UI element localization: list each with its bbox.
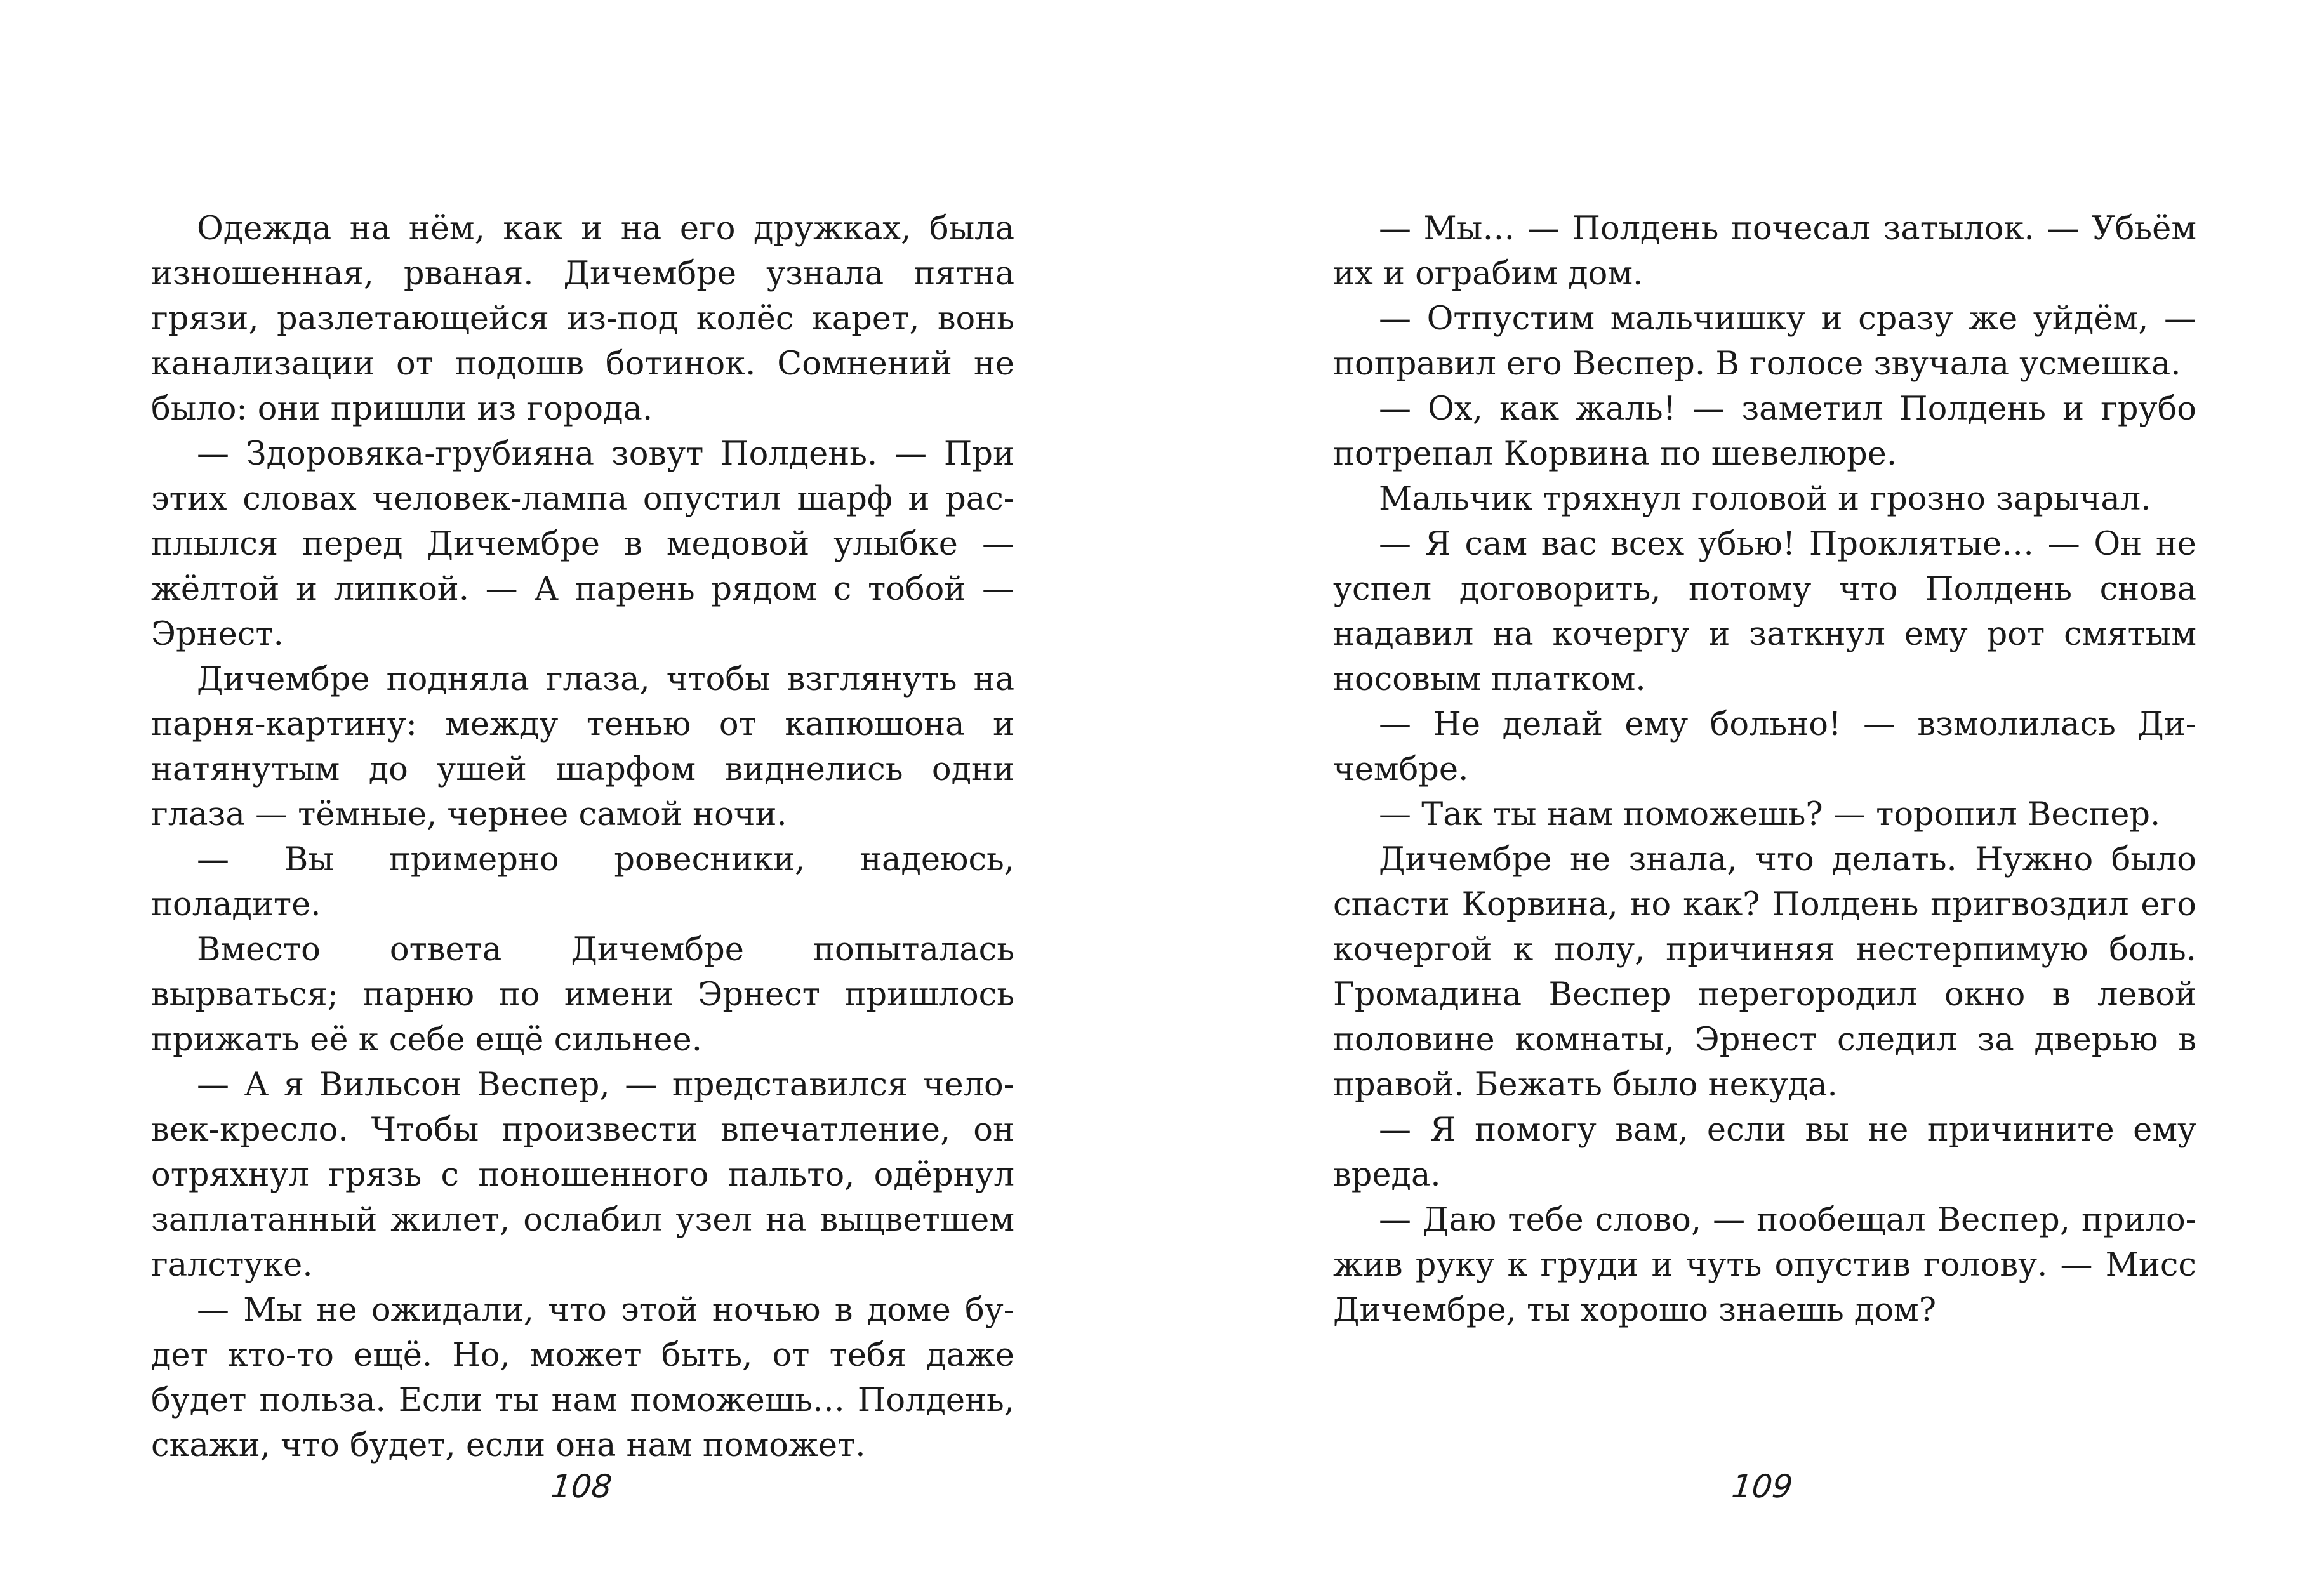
paragraph: — Мы… — Полдень почесал затылок. — Убьём их и ограбим дом. xyxy=(1333,210,2196,293)
paragraph: — А я Вильсон Веспер, — представился человек-кресло. Чтобы произвести впечатление, он отряхнул грязь с поношенного пальто, одёрнул заплатанный жилет, ослабил узел на выцветшем галстуке. xyxy=(151,1066,1014,1284)
paragraph: — Я помогу вам, если вы не причините ему вреда. xyxy=(1333,1111,2196,1194)
paragraph: Мальчик тряхнул головой и грозно зарычал. xyxy=(1379,480,2151,518)
paragraph: — Здоровяка-грубияна зовут Полдень. — При этих словах человек-лампа опустил шарф и расплылся перед Дичембре в медовой улыбке — жёлтой и липкой. — А парень рядом с тобой — Эрнест. xyxy=(151,435,1014,653)
paragraph: Вместо ответа Дичембре попыталась вырваться; парню по имени Эрнест пришлось прижать её к себе ещё сильнее. xyxy=(151,931,1014,1059)
right-page-text xyxy=(1333,206,2196,1333)
paragraph: — Ох, как жаль! — заметил Полдень и грубо потрепал Корвина по шевелюре. xyxy=(1333,390,2196,473)
paragraph: Дичембре не знала, что делать. Нужно было спасти Корвина, но как? Полдень пригвоздил его кочергой к полу, причиняя нестерпимую боль. Громадина Веспер перегородил окно в левой половине комнаты, Эрнест следил за дверью в правой. Бежать было некуда. xyxy=(1333,841,2196,1104)
left-page-text xyxy=(151,206,1014,1468)
page-number-left: 108 xyxy=(549,1468,614,1505)
paragraph: — Вы примерно ровесники, надеюсь, поладите. xyxy=(151,841,1014,923)
paragraph: — Не делай ему больно! — взмолилась Дичембре. xyxy=(1333,706,2196,788)
right-page xyxy=(1162,0,2323,1574)
page-number-right: 109 xyxy=(1730,1468,1795,1505)
paragraph: Дичембре подняла глаза, чтобы взглянуть на парня-картину: между тенью от капюшона и натянутым до ушей шарфом виднелись одни глаза — тёмные, чернее самой ночи. xyxy=(151,661,1014,833)
paragraph: — Мы не ожидали, что этой ночью в доме будет кто-то ещё. Но, может быть, от тебя даже будет польза. Если ты нам поможешь… Полдень, скажи, что будет, если она нам поможет. xyxy=(151,1292,1014,1464)
paragraph: — Я сам вас всех убью! Проклятые… — Он не успел договорить, потому что Полдень снова надавил на кочергу и заткнул ему рот смятым носовым платком. xyxy=(1333,526,2196,698)
paragraph: Одежда на нём, как и на его дружках, была изношенная, рваная. Дичембре узнала пятна грязи, разлетающейся из-под колёс карет, вонь канализации от подошв ботинок. Сомнений не было: они пришли из города. xyxy=(151,210,1014,428)
paragraph: — Даю тебе слово, — пообещал Веспер, приложив руку к груди и чуть опустив голову. — Мисс Дичембре, ты хорошо знаешь дом? xyxy=(1333,1201,2196,1329)
paragraph: — Отпустим мальчишку и сразу же уйдём, — поправил его Веспер. В голосе звучала усмешка. xyxy=(1333,300,2196,383)
paragraph: — Так ты нам поможешь? — торопил Веспер. xyxy=(1379,796,2161,833)
